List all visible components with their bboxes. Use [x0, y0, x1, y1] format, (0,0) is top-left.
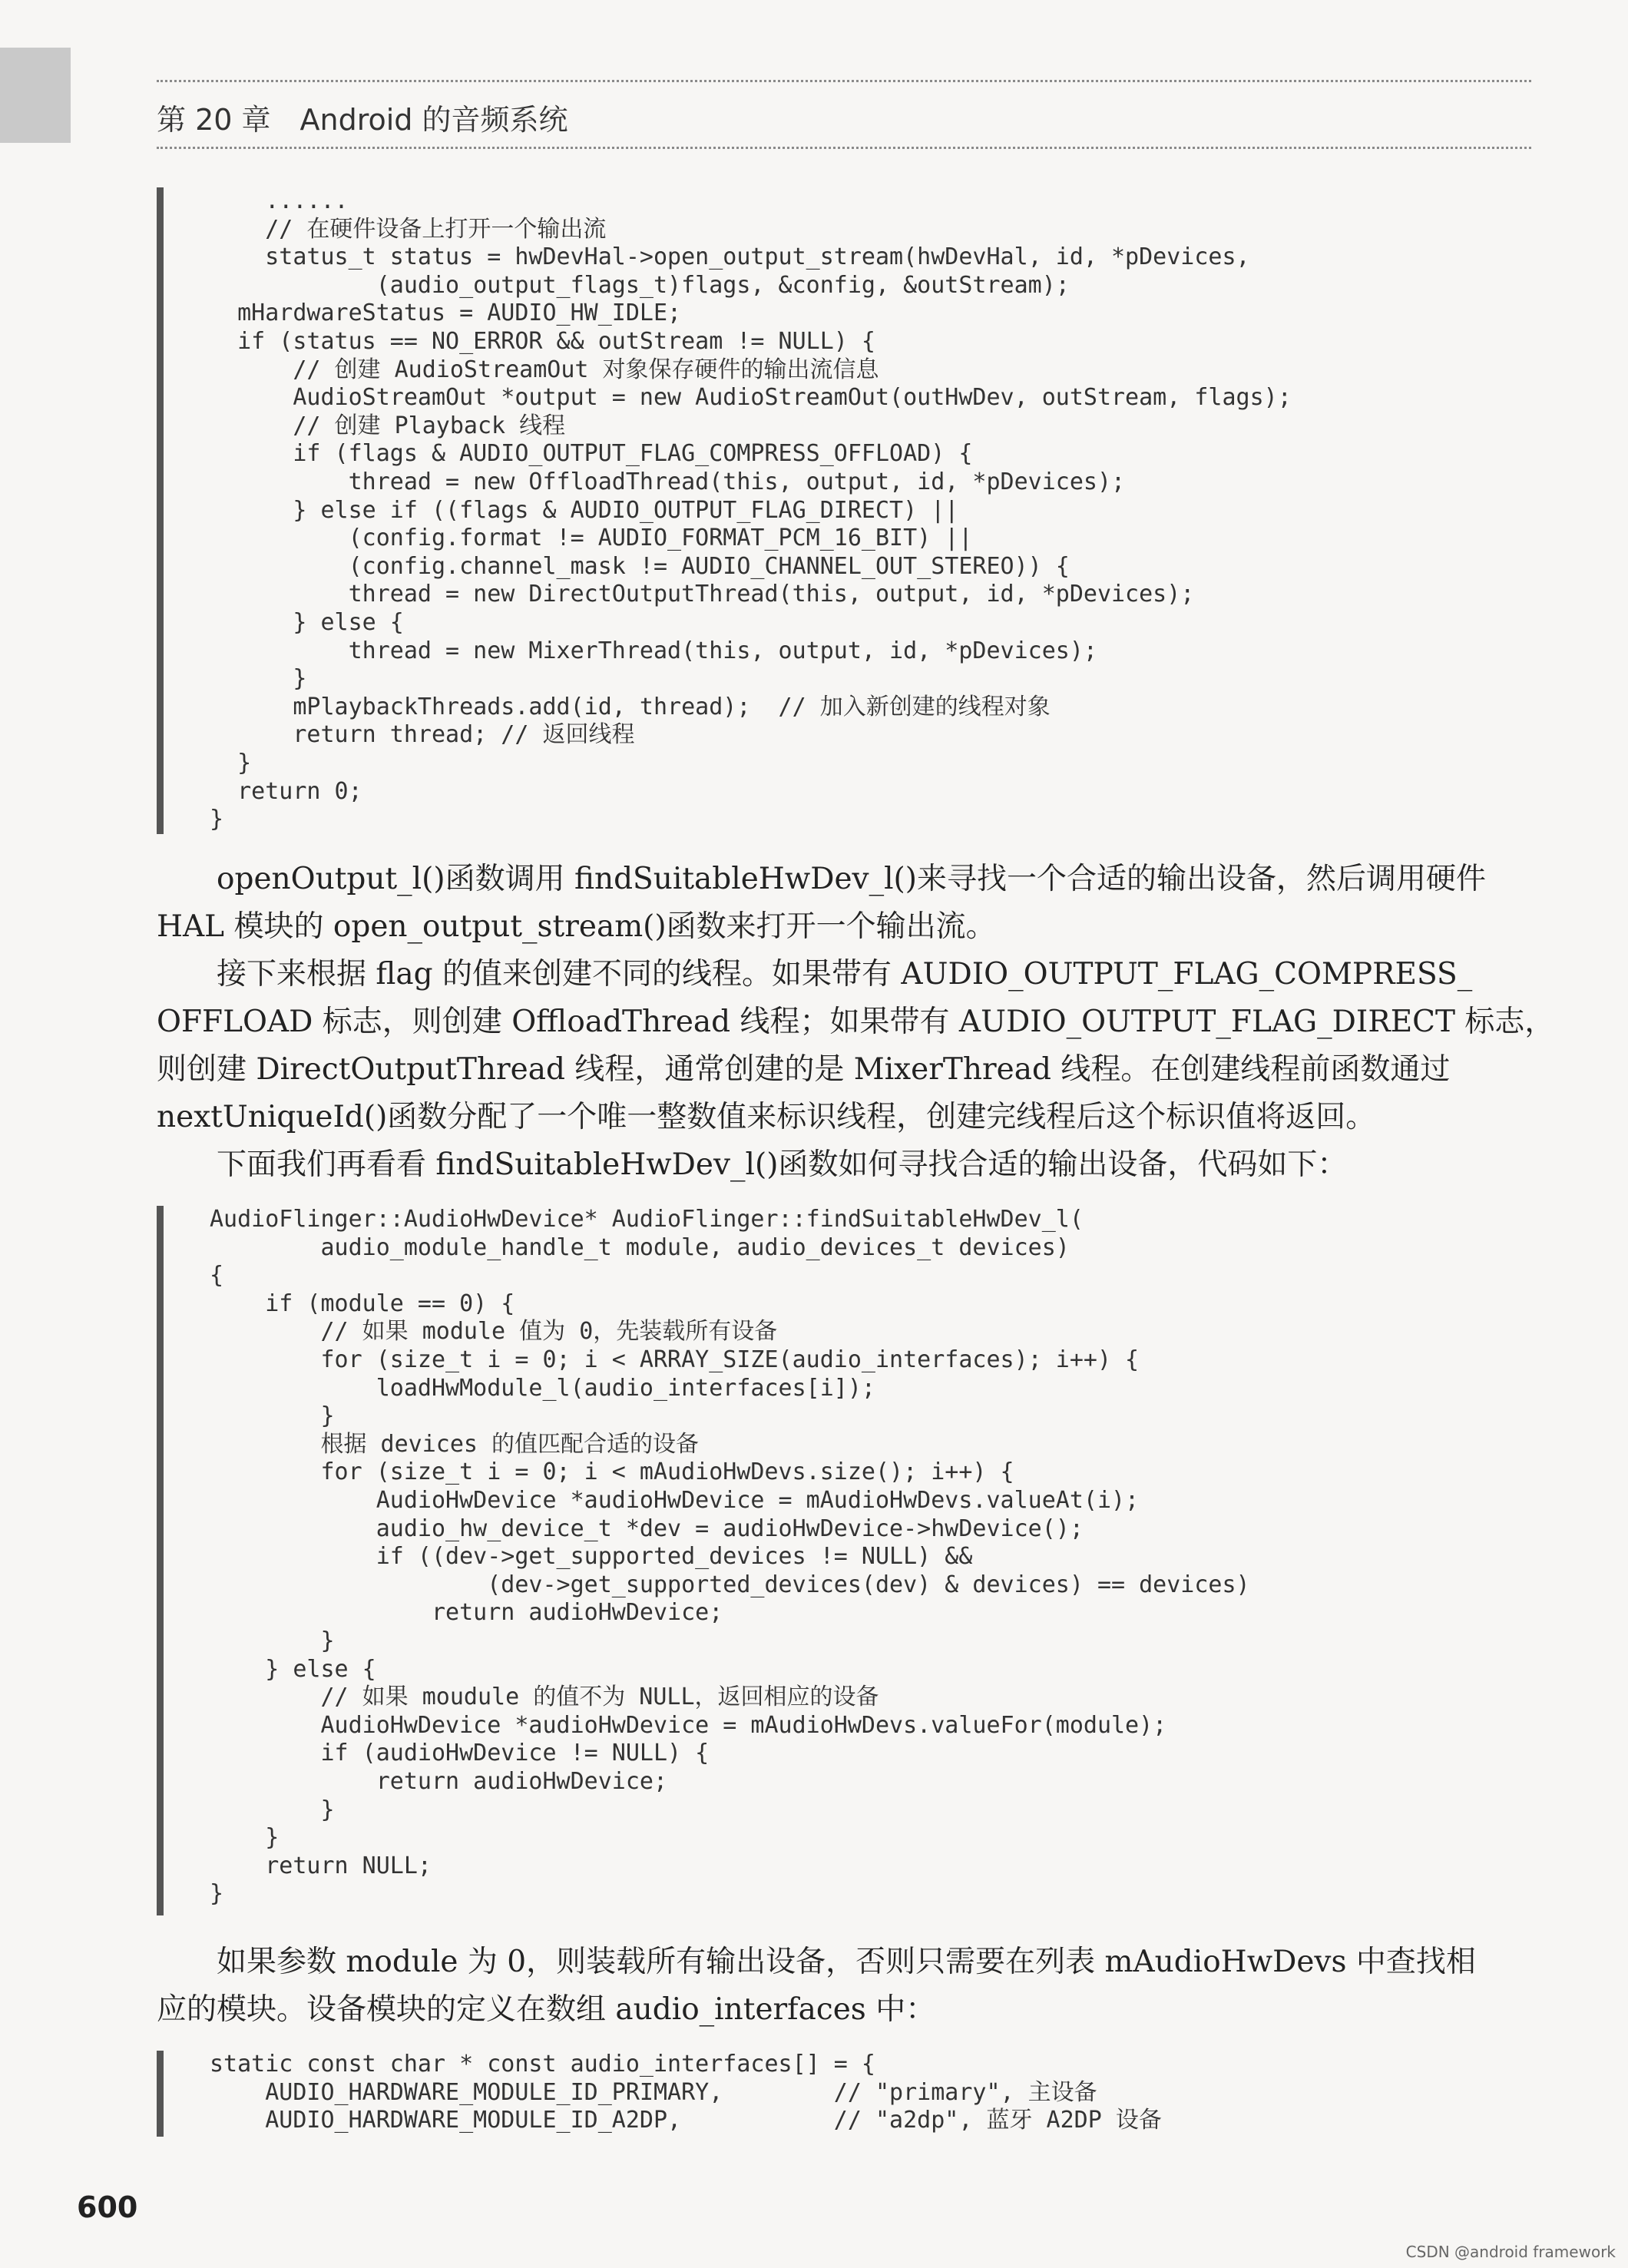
code-line: AUDIO_HARDWARE_MODULE_ID_A2DP, // "a2dp", 蓝牙 A2DP 设备: [210, 2107, 1162, 2134]
code-line: for (size_t i = 0; i < ARRAY_SIZE(audio_interfaces); i++) {: [210, 1346, 1140, 1373]
paragraph-find-suitable-intro: [157, 1141, 1512, 1189]
code-line: loadHwModule_l(audio_interfaces[i]);: [210, 1374, 875, 1402]
code-line: } else {: [210, 609, 404, 636]
page-number: 600: [77, 2190, 138, 2224]
paragraph-line: 接下来根据 flag 的值来创建不同的线程。如果带有 AUDIO_OUTPUT_FLAG_COMPRESS_: [157, 957, 1473, 992]
code-line: if (module == 0) {: [210, 1290, 515, 1317]
code-block-open-output: [157, 187, 1539, 834]
code-line: }: [210, 750, 252, 776]
watermark-credit: CSDN @android framework: [1405, 2243, 1616, 2261]
code-line: // 如果 module 值为 0，先装载所有设备: [210, 1318, 778, 1346]
code-line: // 创建 AudioStreamOut 对象保存硬件的输出流信息: [210, 356, 879, 383]
code-line: return NULL;: [210, 1852, 432, 1879]
code-line: status_t status = hwDevHal->open_output_stream(hwDevHal, id, *pDevices,: [210, 243, 1250, 271]
code-line: thread = new OffloadThread(this, output, id, *pDevices);: [210, 468, 1126, 495]
paragraph-line: 如果参数 module 为 0，则装载所有输出设备，否则只需要在列表 mAudioHwDevs 中查找相: [157, 1945, 1476, 1979]
code-line: } else if ((flags & AUDIO_OUTPUT_FLAG_DIRECT) ||: [210, 496, 959, 524]
code-line: (audio_output_flags_t)flags, &config, &outStream);: [210, 271, 1070, 299]
code-line: AudioHwDevice *audioHwDevice = mAudioHwDevs.valueFor(module);: [210, 1711, 1167, 1739]
code-line: audio_module_handle_t module, audio_devices_t devices): [210, 1233, 1070, 1261]
code-block-audio-interfaces: [157, 2051, 1539, 2137]
code-line: {: [210, 1262, 224, 1290]
code-line: AudioFlinger::AudioHwDevice* AudioFlinger::findSuitableHwDev_l(: [210, 1206, 1084, 1233]
code-line: // 在硬件设备上打开一个输出流: [210, 215, 607, 243]
code-line: }: [210, 806, 224, 833]
paragraph-line: nextUniqueId()函数分配了一个唯一整数值来标识线程，创建完线程后这个标识值将返回。: [157, 1100, 1376, 1134]
code-line: mPlaybackThreads.add(id, thread); // 加入新创建的线程对象: [210, 693, 1051, 720]
code-line: return audioHwDevice;: [210, 1599, 723, 1627]
paragraph-thread-creation: [157, 951, 1555, 1141]
code-block-find-suitable-hwdev: [157, 1206, 1539, 1915]
code-line: if (audioHwDevice != NULL) {: [210, 1740, 710, 1767]
code-line: AudioStreamOut *output = new AudioStreamOut(outHwDev, outStream, flags);: [210, 384, 1292, 412]
code-line: (dev->get_supported_devices(dev) & devices) == devices): [210, 1571, 1250, 1598]
code-line: if (status == NO_ERROR && outStream != NULL) {: [210, 328, 875, 355]
paragraph-line: OFFLOAD 标志，则创建 OffloadThread 线程；如果带有 AUDIO_OUTPUT_FLAG_DIRECT 标志，: [157, 1005, 1555, 1039]
code-line: return audioHwDevice;: [210, 1768, 668, 1795]
code-line: }: [210, 1627, 335, 1654]
paragraph-line: openOutput_l()函数调用 findSuitableHwDev_l()来寻找一个合适的输出设备，然后调用硬件: [157, 862, 1486, 896]
code-line: // 创建 Playback 线程: [210, 412, 566, 439]
code-line: mHardwareStatus = AUDIO_HW_IDLE;: [210, 300, 682, 327]
code-line: for (size_t i = 0; i < mAudioHwDevs.size(); i++) {: [210, 1458, 1014, 1486]
code-line: } else {: [210, 1655, 376, 1683]
code-line: }: [210, 1880, 224, 1908]
code-line: }: [210, 1402, 335, 1430]
code-line: AUDIO_HARDWARE_MODULE_ID_PRIMARY, // "primary", 主设备: [210, 2078, 1097, 2106]
code-line: return thread; // 返回线程: [210, 721, 635, 749]
paragraph-module-explanation: [157, 1939, 1512, 2034]
code-line: thread = new DirectOutputThread(this, output, id, *pDevices);: [210, 581, 1195, 608]
code-line: audio_hw_device_t *dev = audioHwDevice->hwDevice();: [210, 1515, 1084, 1542]
code-line: // 如果 moudule 的值不为 NULL，返回相应的设备: [210, 1684, 879, 1711]
chapter-title: 第 20 章 Android 的音频系统: [157, 103, 568, 137]
paragraph-open-output-explanation: [157, 856, 1512, 951]
code-line: 根据 devices 的值匹配合适的设备: [210, 1430, 700, 1458]
code-line: return 0;: [210, 777, 362, 805]
code-line: }: [210, 1796, 335, 1823]
code-line: AudioHwDevice *audioHwDevice = mAudioHwDevs.valueAt(i);: [210, 1487, 1140, 1514]
code-line: static const char * const audio_interfaces[] = {: [210, 2051, 875, 2078]
code-line: (config.channel_mask != AUDIO_CHANNEL_OUT_STEREO)) {: [210, 552, 1070, 580]
code-line: ......: [210, 187, 349, 214]
code-line: }: [210, 1824, 280, 1852]
paragraph-line: 下面我们再看看 findSuitableHwDev_l()函数如何寻找合适的输出设备，代码如下：: [157, 1147, 1348, 1182]
chapter-tab-marker: [0, 48, 71, 143]
paragraph-line: 应的模块。设备模块的定义在数组 audio_interfaces 中：: [157, 1992, 936, 2027]
running-header: [157, 80, 1531, 149]
code-line: thread = new MixerThread(this, output, id, *pDevices);: [210, 637, 1097, 664]
code-line: }: [210, 665, 307, 693]
code-line: (config.format != AUDIO_FORMAT_PCM_16_BIT) ||: [210, 525, 973, 552]
paragraph-line: HAL 模块的 open_output_stream()函数来打开一个输出流。: [157, 909, 996, 944]
code-line: if ((dev->get_supported_devices != NULL) &&: [210, 1543, 973, 1571]
code-line: if (flags & AUDIO_OUTPUT_FLAG_COMPRESS_OFFLOAD) {: [210, 440, 973, 468]
paragraph-line: 则创建 DirectOutputThread 线程，通常创建的是 MixerThread 线程。在创建线程前函数通过: [157, 1052, 1451, 1087]
